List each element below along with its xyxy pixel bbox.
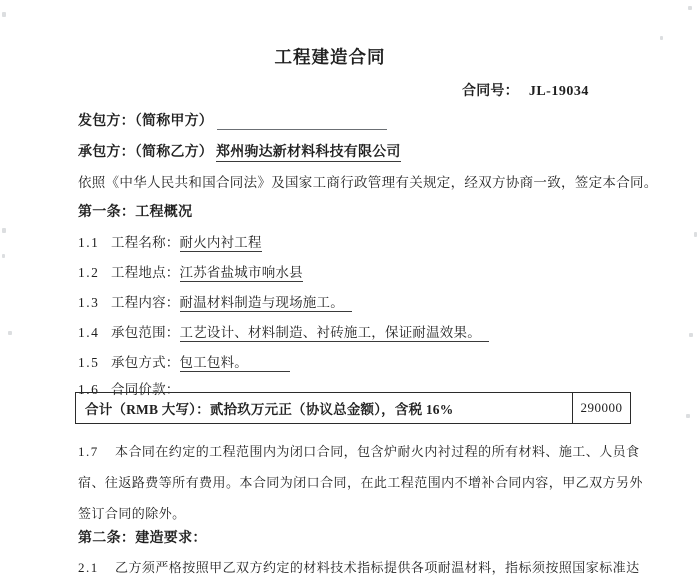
party-b-line bbox=[78, 141, 401, 161]
clause-number: 1.6 bbox=[78, 382, 100, 397]
scan-speck bbox=[8, 331, 12, 335]
clause-value: 江苏省盐城市响水县 bbox=[179, 265, 303, 280]
scan-speck bbox=[688, 6, 692, 10]
clause-number: 2.1 bbox=[78, 560, 99, 575]
clause-value: 耐火内衬工程 bbox=[179, 235, 262, 250]
clause-1-7-line3: 签订合同的除外。 bbox=[78, 506, 186, 521]
scan-speck bbox=[2, 254, 5, 258]
scan-speck bbox=[2, 12, 6, 17]
clause-number: 1.2 bbox=[78, 265, 100, 280]
price-amount-cell: 290000 bbox=[580, 400, 623, 415]
clause-1-2 bbox=[78, 261, 303, 281]
clause-value: 工艺设计、材料制造、衬砖施工，保证耐温效果。 bbox=[180, 325, 489, 342]
price-total-cell: 合计（RMB 大写）：贰拾玖万元正（协议总金额），含税 16% bbox=[76, 393, 573, 423]
clause-2-1 bbox=[78, 557, 640, 576]
contract-number-line bbox=[462, 80, 589, 100]
scan-speck bbox=[686, 414, 690, 418]
article1-heading: 第一条：工程概况 bbox=[78, 205, 193, 220]
scan-speck bbox=[2, 228, 6, 233]
party-a-line bbox=[78, 110, 387, 130]
clause-1-3 bbox=[78, 291, 352, 311]
scan-speck bbox=[689, 333, 693, 337]
clause-number: 1.7 bbox=[78, 444, 99, 459]
clause-1-4 bbox=[78, 321, 489, 341]
document-title: 工程建造合同 bbox=[274, 47, 386, 67]
contract-number-label: 合同号： bbox=[462, 84, 519, 99]
scan-speck bbox=[694, 232, 697, 237]
clause-value: 包工包料。 bbox=[180, 355, 291, 372]
clause-1-7-line2: 宿、往返路费等所有费用。本合同为闭口合同，在此工程范围内不增补合同内容，甲乙双方另外 bbox=[78, 475, 643, 490]
party-a-label: 发包方：（简称甲方） bbox=[78, 114, 213, 129]
clause-label: 工程内容： bbox=[111, 295, 180, 310]
clause-value: 耐温材料制造与现场施工。 bbox=[180, 295, 352, 312]
clause-text: 本合同在约定的工程范围内为闭口合同，包含炉耐火内衬过程的所有材料、施工、人员食 bbox=[115, 444, 640, 459]
clause-number: 1.5 bbox=[78, 355, 100, 370]
clause-1-1 bbox=[78, 231, 262, 251]
article2-heading: 第二条：建造要求： bbox=[78, 531, 207, 546]
clause-number: 1.3 bbox=[78, 295, 100, 310]
clause-number: 1.4 bbox=[78, 325, 100, 340]
clause-label: 工程名称： bbox=[111, 235, 180, 250]
clause-number: 1.1 bbox=[78, 235, 100, 250]
party-a-fill-in-blank bbox=[217, 114, 387, 130]
clause-1-5 bbox=[78, 351, 290, 371]
contract-number-value: JL-19034 bbox=[528, 84, 589, 99]
clause-text: 乙方须严格按照甲乙双方约定的材料技术指标提供各项耐温材料，指标须按照国家标准达 bbox=[115, 560, 640, 575]
party-b-label: 承包方：（简称乙方） bbox=[78, 145, 213, 160]
clause-label: 承包方式： bbox=[111, 355, 180, 370]
contract-price-table bbox=[75, 392, 631, 424]
clause-label: 工程地点： bbox=[111, 265, 180, 280]
clause-label: 承包范围： bbox=[111, 325, 180, 340]
clause-label: 合同价款： bbox=[111, 382, 180, 397]
clause-1-7-line1 bbox=[78, 441, 640, 460]
scan-speck bbox=[660, 36, 663, 40]
preamble-text: 依照《中华人民共和国合同法》及国家工商行政管理有关规定，经双方协商一致，签定本合同。 bbox=[78, 175, 658, 190]
party-b-company-name: 郑州驹达新材料科技有限公司 bbox=[216, 145, 401, 160]
